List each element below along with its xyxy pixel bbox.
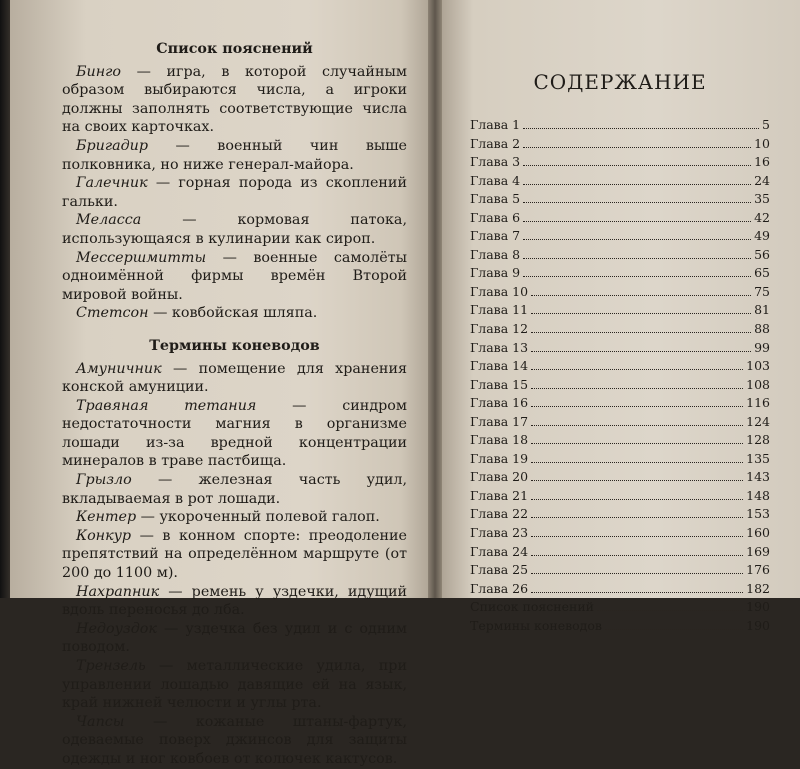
toc-leader-dots	[523, 128, 759, 129]
toc-label: Глава 8	[470, 246, 521, 262]
horse-term-entry	[62, 527, 407, 583]
toc-row	[470, 598, 770, 617]
horse-term-definition: — синдром недостаточности магния в организме лошади из-за вредной концентрации минералов в траве пастбища.	[62, 397, 408, 470]
toc-label: Глава 13	[470, 339, 529, 355]
horse-term-term: Амуничник	[76, 360, 162, 377]
toc-label: Глава 26	[470, 580, 529, 596]
toc-leader-dots	[523, 258, 751, 259]
glossary-definition: — военный чин выше полковника, но ниже генерал-майора.	[62, 137, 407, 173]
horse-term-term: Грызло	[76, 472, 132, 489]
toc-label: Глава 3	[470, 154, 521, 170]
horse-term-entry	[62, 360, 407, 397]
glossary-entry	[62, 211, 407, 248]
toc-leader-dots	[531, 351, 751, 352]
horse-term-term: Травяная тетания	[76, 397, 257, 414]
toc-page-number: 108	[746, 376, 770, 392]
toc-page-number: 160	[746, 525, 770, 541]
horse-term-definition: — укороченный полевой галоп.	[136, 509, 380, 526]
terms-list	[62, 360, 407, 769]
toc-page-number: 143	[746, 469, 770, 485]
toc-row	[470, 487, 770, 506]
toc-label: Глава 7	[470, 228, 521, 244]
toc-page-number: 5	[762, 117, 770, 132]
toc-row	[470, 135, 770, 154]
glossary-term: Галечник	[76, 175, 148, 192]
toc-leader-dots	[531, 388, 743, 389]
toc-leader-dots	[531, 499, 743, 500]
toc-row	[470, 431, 770, 450]
toc-row	[470, 320, 770, 339]
horse-term-term: Кентер	[76, 509, 137, 526]
toc-row	[470, 524, 770, 543]
toc-leader-dots	[531, 443, 743, 444]
toc-label: Термины коневодов	[470, 617, 602, 633]
glossary-entry	[62, 137, 407, 174]
toc-label: Глава 9	[470, 265, 521, 281]
glossary-definition: — горная порода из скоплений гальки.	[62, 175, 407, 210]
glossary-entry	[62, 249, 407, 305]
toc-leader-dots	[531, 406, 743, 407]
horse-term-definition: — помещение для хранения конской амуниции.	[62, 360, 407, 396]
toc-row	[470, 580, 770, 599]
toc-leader-dots	[531, 313, 751, 314]
horse-term-term: Трензель	[76, 658, 146, 674]
toc-row	[470, 543, 770, 562]
toc-leader-dots	[531, 517, 743, 518]
glossary-term: Стетсон	[76, 305, 149, 322]
toc-page-number: 190	[746, 599, 770, 615]
toc-leader-dots	[531, 480, 743, 481]
glossary-title: Список пояснений	[156, 41, 313, 57]
toc-page-number: 176	[746, 562, 770, 578]
toc-page-number: 169	[746, 543, 770, 559]
toc-row	[470, 283, 770, 302]
toc-row	[470, 246, 770, 265]
toc-row	[470, 617, 770, 636]
toc-row	[470, 116, 770, 135]
glossary-entry	[62, 63, 407, 137]
toc-row	[470, 339, 770, 358]
horse-term-entry	[62, 583, 407, 620]
toc-leader-dots	[597, 610, 743, 611]
toc-page-number: 135	[746, 450, 770, 466]
toc-label: Глава 25	[470, 562, 529, 578]
toc-label: Глава 12	[470, 321, 529, 337]
toc-leader-dots	[531, 332, 751, 333]
horse-term-term: Чапсы	[76, 713, 125, 730]
toc-label: Глава 22	[470, 506, 529, 522]
toc-label: Глава 5	[470, 191, 521, 207]
toc-row	[470, 190, 770, 209]
left-page-text	[62, 40, 407, 769]
horse-term-entry	[62, 471, 407, 508]
toc-row	[470, 505, 770, 524]
glossary-entry	[62, 174, 407, 211]
toc-label: Глава 16	[470, 395, 529, 411]
toc-page-number: 103	[746, 358, 770, 374]
toc-label: Глава 2	[470, 135, 521, 151]
toc-leader-dots	[531, 555, 743, 556]
toc-label: Глава 1	[470, 117, 521, 132]
toc-leader-dots	[523, 184, 751, 185]
toc-page-number: 116	[746, 395, 770, 411]
glossary-definition: — кормовая патока, использующаяся в кулинарии как сироп.	[62, 212, 407, 247]
horse-term-term: Нахрапник	[76, 583, 160, 600]
toc-label: Глава 14	[470, 358, 529, 374]
glossary-term: Бинго	[76, 63, 121, 80]
toc-label: Глава 4	[470, 172, 521, 188]
toc-row	[470, 227, 770, 246]
toc-row	[470, 413, 770, 432]
toc-row	[470, 301, 770, 320]
toc-row	[470, 264, 770, 283]
toc-page-number: 153	[746, 506, 770, 522]
toc-label: Глава 15	[470, 376, 529, 392]
toc-label: Глава 10	[470, 283, 529, 299]
toc-label: Глава 23	[470, 525, 529, 541]
toc-label: Глава 20	[470, 469, 529, 485]
toc-row	[470, 376, 770, 395]
toc-leader-dots	[531, 425, 743, 426]
horse-term-term: Недоуздок	[76, 620, 157, 637]
toc-leader-dots	[523, 202, 751, 203]
horse-term-definition: — металлические удила, при управлении лошадью давящие ей на язык, край нижней челюсти и углы рта.	[62, 658, 407, 712]
toc-row	[470, 209, 770, 228]
toc-leader-dots	[523, 276, 751, 277]
horse-term-entry	[62, 620, 407, 657]
toc-label: Глава 24	[470, 543, 529, 559]
toc-page-number: 16	[754, 154, 770, 170]
toc-leader-dots	[531, 592, 743, 593]
toc-row	[470, 468, 770, 487]
toc-label: Список пояснений	[470, 599, 595, 615]
toc-row	[470, 153, 770, 172]
toc-label: Глава 21	[470, 487, 529, 503]
glossary-list	[62, 63, 407, 323]
toc-row	[470, 357, 770, 376]
toc-label: Глава 18	[470, 432, 529, 448]
terms-title: Термины коневодов	[149, 337, 320, 354]
toc-page-number: 128	[746, 432, 770, 448]
horse-term-definition: — ремень у уздечки, идущий вдоль переносья до лба.	[62, 583, 407, 619]
toc-title: СОДЕРЖАНИЕ	[533, 70, 707, 94]
toc-page-number: 42	[754, 209, 770, 225]
horse-term-entry	[62, 508, 407, 527]
toc-page-number: 148	[746, 487, 770, 503]
toc-leader-dots	[605, 629, 743, 630]
toc-label: Глава 11	[470, 302, 529, 318]
toc-leader-dots	[523, 147, 751, 148]
toc-page-number: 24	[754, 172, 770, 188]
toc-page-number: 49	[754, 228, 770, 244]
glossary-definition: — игра, в которой случайным образом выбираются числа, а игроки должны заполнять соответствующие числа на своих карточках.	[62, 63, 407, 136]
toc-page-number: 99	[754, 339, 770, 355]
horse-term-entry	[62, 713, 407, 769]
toc-page-number: 10	[754, 135, 770, 151]
toc-label: Глава 17	[470, 413, 529, 429]
toc-leader-dots	[531, 536, 743, 537]
toc-page-number: 75	[754, 283, 770, 299]
toc-row	[470, 394, 770, 413]
toc-list	[470, 116, 770, 635]
toc-row	[470, 561, 770, 580]
horse-term-term: Конкур	[76, 527, 132, 544]
toc-row	[470, 172, 770, 191]
toc-leader-dots	[531, 369, 743, 370]
toc-row	[470, 450, 770, 469]
toc-page-number: 81	[754, 302, 770, 318]
toc-leader-dots	[523, 239, 751, 240]
toc-page-number: 35	[754, 191, 770, 207]
glossary-term: Бригадир	[76, 137, 149, 154]
glossary-term: Меласса	[76, 212, 142, 229]
horse-term-entry	[62, 397, 407, 471]
glossary-definition: — военные самолёты одноимённой фирмы времён Второй мировой войны.	[62, 249, 407, 303]
toc-leader-dots	[523, 165, 751, 166]
horse-term-definition: — в конном спорте: преодоление препятствий на определённом маршруте (от 200 до 1100 м).	[62, 527, 407, 582]
glossary-definition: — ковбойская шляпа.	[148, 305, 318, 322]
toc-leader-dots	[531, 295, 751, 296]
toc-page-number: 182	[746, 580, 770, 596]
toc-page-number: 88	[754, 321, 770, 337]
book-gutter	[428, 0, 442, 598]
horse-term-definition: — кожаные штаны-фартук, одеваемые поверх джинсов для защиты одежды и ног ковбоев от колючек кактусов.	[62, 713, 407, 767]
glossary-term: Мессершмитты	[76, 249, 207, 266]
toc-leader-dots	[531, 462, 743, 463]
toc-label: Глава 6	[470, 209, 521, 225]
toc-page-number: 65	[754, 265, 770, 281]
toc-page-number: 124	[746, 413, 770, 429]
toc-page-number: 190	[746, 617, 770, 633]
toc-label: Глава 19	[470, 450, 529, 466]
horse-term-entry	[62, 657, 407, 713]
toc-leader-dots	[531, 573, 743, 574]
horse-term-definition: — уздечка без удил и с одним поводом.	[62, 620, 407, 656]
right-page-text	[470, 70, 770, 635]
glossary-entry	[62, 304, 407, 323]
toc-page-number: 56	[754, 246, 770, 262]
horse-term-definition: — железная часть удил, вкладываемая в рот лошади.	[62, 472, 407, 507]
toc-leader-dots	[523, 221, 751, 222]
